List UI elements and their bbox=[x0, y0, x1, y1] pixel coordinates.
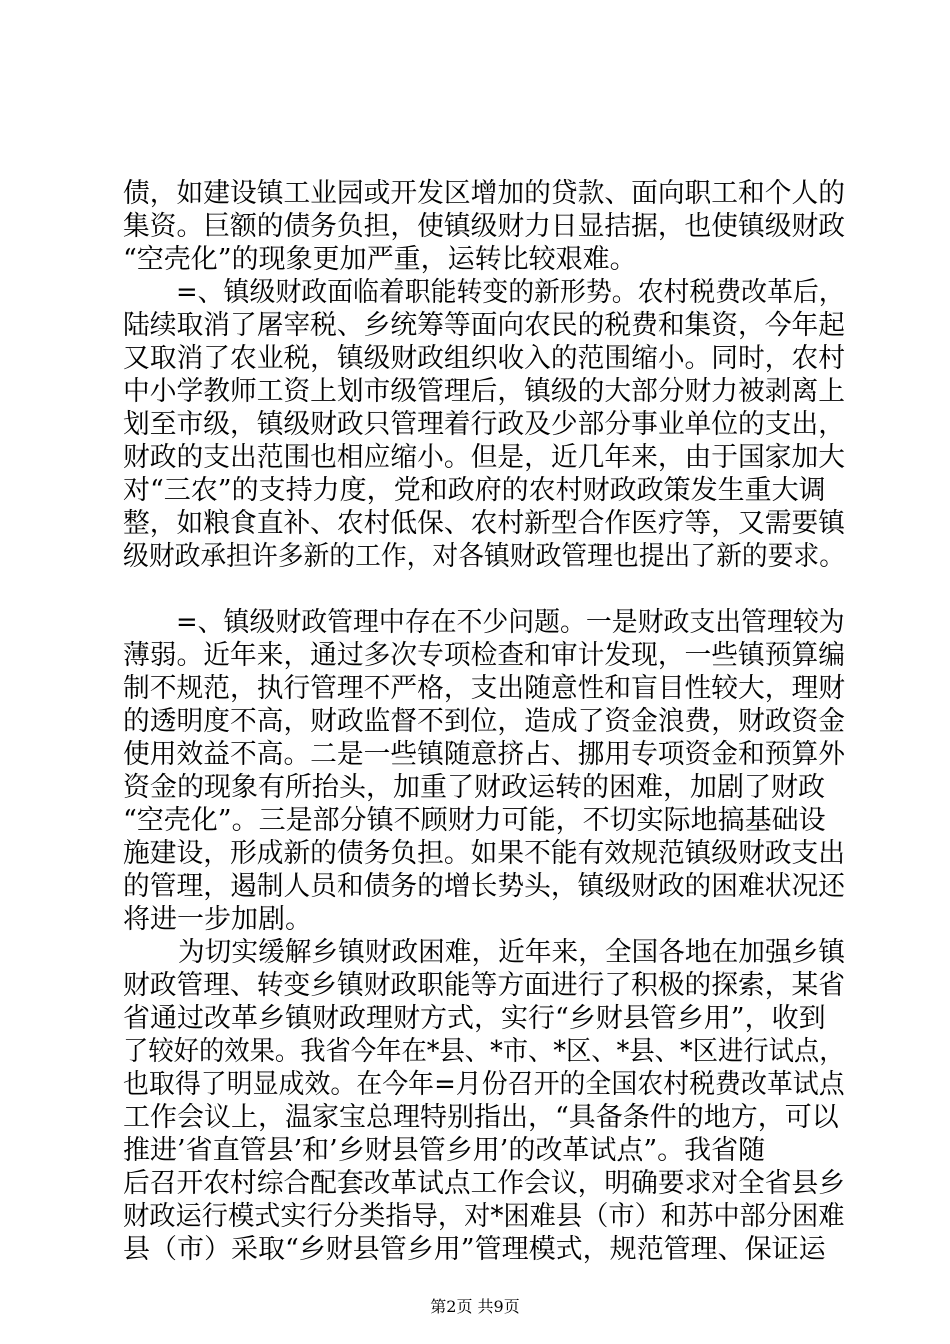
text-line: 中小学教师工资上划市级管理后，镇级的大部分财力被剥离上 bbox=[123, 376, 845, 407]
text-line: =、镇级财政管理中存在不少问题。一是财政支出管理较为 bbox=[176, 607, 845, 638]
text-line: 县（市）采取“乡财县管乡用”管理模式，规范管理、保证运 bbox=[123, 1234, 826, 1265]
text-line: 债，如建设镇工业园或开发区增加的贷款、面向职工和个人的 bbox=[123, 178, 845, 209]
text-line: 财政运行模式实行分类指导，对*困难县（市）和苏中部分困难 bbox=[123, 1201, 845, 1232]
text-line: 整，如粮食直补、农村低保、农村新型合作医疗等，又需要镇 bbox=[123, 508, 845, 539]
text-line: 财政的支出范围也相应缩小。但是，近几年来，由于国家加大 bbox=[123, 442, 845, 473]
text-line: 制不规范，执行管理不严格，支出随意性和盲目性较大，理财 bbox=[123, 673, 845, 704]
text-line: 了较好的效果。我省今年在*县、*市、*区、*县、*区进行试点， bbox=[123, 1036, 845, 1067]
text-line: 级财政承担许多新的工作，对各镇财政管理也提出了新的要求。 bbox=[123, 541, 845, 572]
text-line: 的透明度不高，财政监督不到位，造成了资金浪费，财政资金 bbox=[123, 706, 845, 737]
text-line: 为切实缓解乡镇财政困难，近年来，全国各地在加强乡镇 bbox=[178, 937, 845, 968]
text-line: 陆续取消了屠宰税、乡统筹等面向农民的税费和集资，今年起 bbox=[123, 310, 845, 341]
text-line: 省通过改革乡镇财政理财方式，实行“乡财县管乡用”，收到 bbox=[123, 1003, 826, 1034]
text-line: 工作会议上，温家宝总理特别指出，“具备条件的地方，可以 bbox=[123, 1102, 839, 1133]
text-line: 将进一步加剧。 bbox=[123, 904, 312, 935]
text-line: 也取得了明显成效。在今年=月份召开的全国农村税费改革试点 bbox=[123, 1069, 845, 1100]
text-line: 后召开农村综合配套改革试点工作会议，明确要求对全省县乡 bbox=[123, 1168, 845, 1199]
text-line: “空壳化”的现象更加严重，运转比较艰难。 bbox=[123, 244, 637, 275]
text-line: 又取消了农业税，镇级财政组织收入的范围缩小。同时，农村 bbox=[123, 343, 845, 374]
text-line: 使用效益不高。二是一些镇随意挤占、挪用专项资金和预算外 bbox=[123, 739, 845, 770]
text-line: 推进’省直管县’和’乡财县管乡用’的改革试点”。我省随 bbox=[123, 1135, 766, 1166]
text-line: 薄弱。近年来，通过多次专项检查和审计发现，一些镇预算编 bbox=[123, 640, 845, 671]
text-line: 施建设，形成新的债务负担。如果不能有效规范镇级财政支出 bbox=[123, 838, 845, 869]
text-line: 财政管理、转变乡镇财政职能等方面进行了积极的探索，某省 bbox=[123, 970, 845, 1001]
text-line: 集资。巨额的债务负担，使镇级财力日显拮据，也使镇级财政 bbox=[123, 211, 845, 242]
text-line: 对“三农”的支持力度，党和政府的农村财政政策发生重大调 bbox=[123, 475, 826, 506]
text-line: 划至市级，镇级财政只管理着行政及少部分事业单位的支出， bbox=[123, 409, 845, 440]
text-line: “空壳化”。三是部分镇不顾财力可能，不切实际地搞基础设 bbox=[123, 805, 826, 836]
text-line: 资金的现象有所抬头，加重了财政运转的困难，加剧了财政 bbox=[123, 772, 825, 803]
text-line: =、镇级财政面临着职能转变的新形势。农村税费改革后， bbox=[176, 277, 845, 308]
text-line: 的管理，遏制人员和债务的增长势头，镇级财政的困难状况还 bbox=[123, 871, 845, 902]
page-number-footer: 第2页 共9页 bbox=[430, 1297, 520, 1316]
